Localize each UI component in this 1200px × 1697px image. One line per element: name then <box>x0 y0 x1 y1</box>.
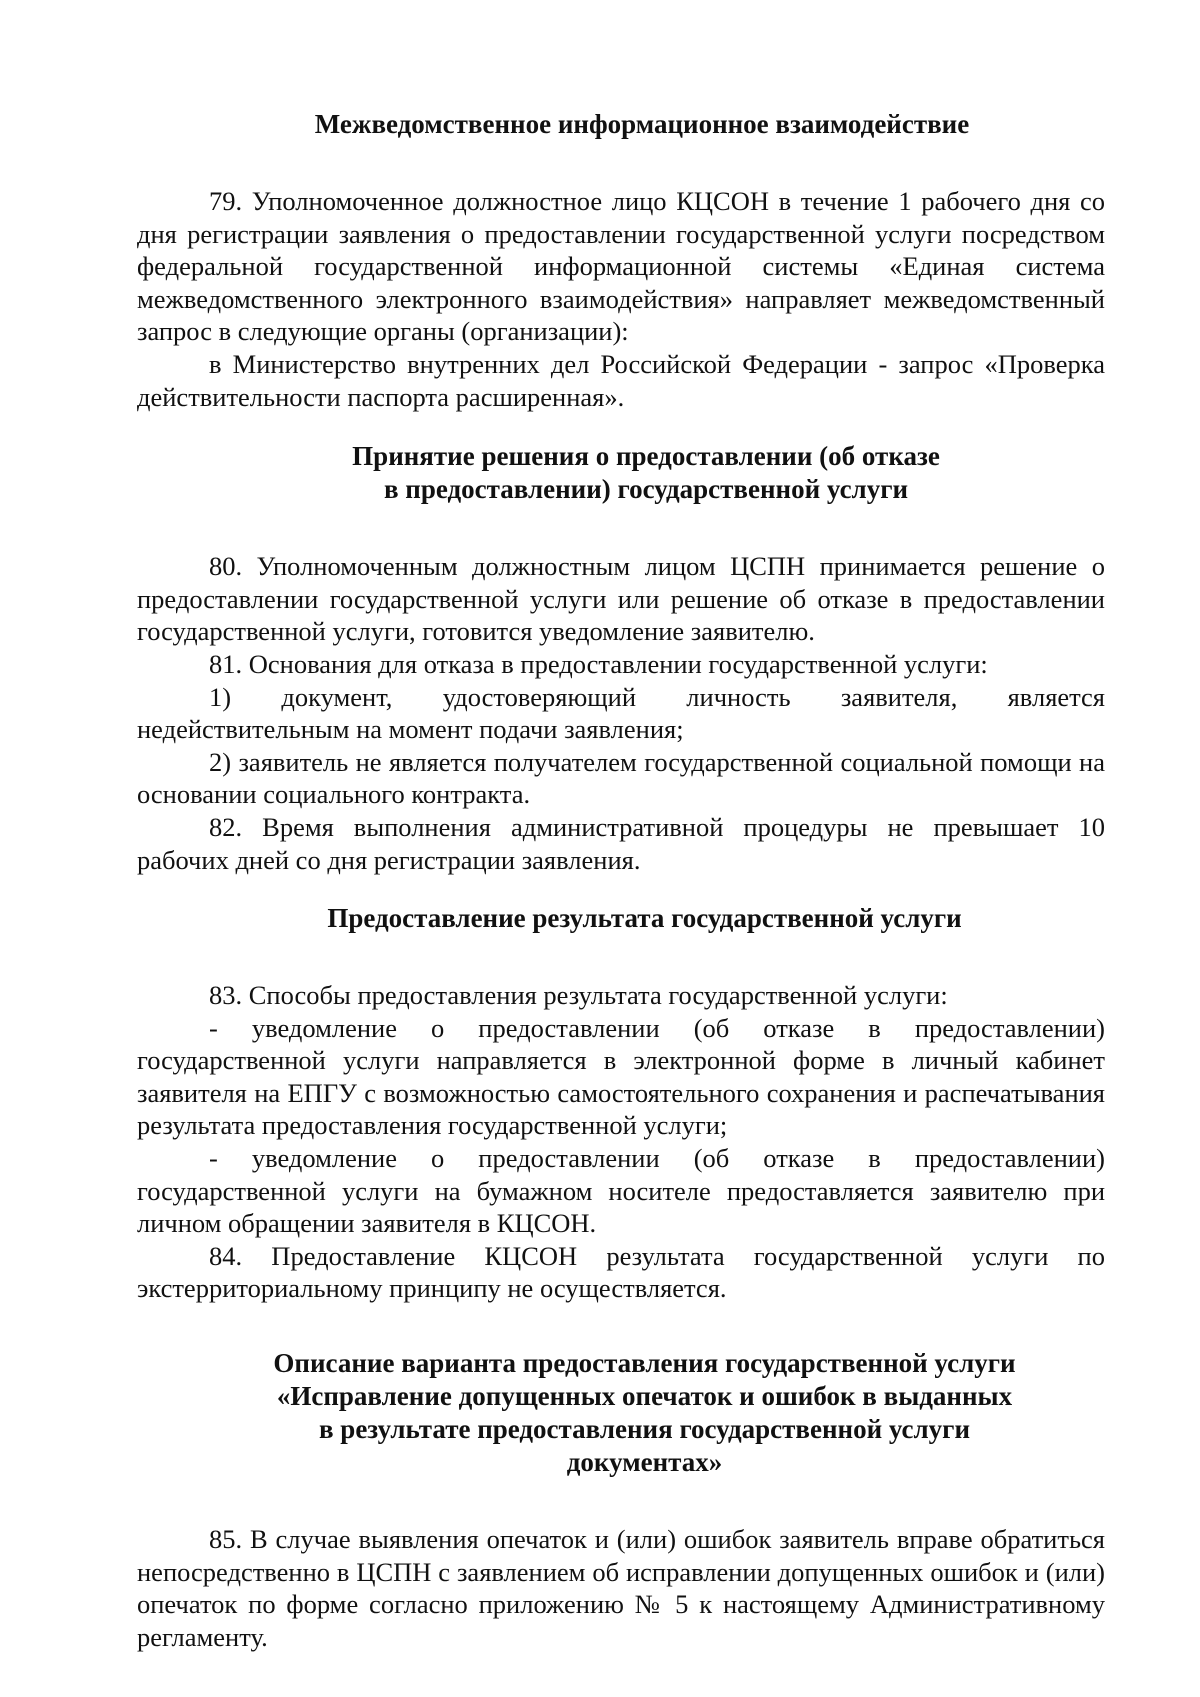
section-heading-decision <box>137 440 1105 506</box>
paragraph-83-item-1: - уведомление о предоставлении (об отказе в предоставлении) государственной услуги направляется в электронной форме в личный кабинет заявителя на ЕПГУ с возможностью самостоятельного сохранения и распечатывания результата предоставления государственной услуги; <box>137 1012 1105 1141</box>
heading-line: документах» <box>566 1447 723 1478</box>
heading-line: «Исправление допущенных опечаток и ошибок в выданных <box>276 1381 1013 1412</box>
paragraph-81: 81. Основания для отказа в предоставлении государственной услуги: <box>209 648 988 679</box>
paragraph-83-item-2: - уведомление о предоставлении (об отказе в предоставлении) государственной услуги на бумажном носителе предоставляется заявителю при личном обращении заявителя в КЦСОН. <box>137 1143 1105 1239</box>
heading-line: Принятие решения о предоставлении (об отказе <box>352 441 940 472</box>
heading-line: в предоставлении) государственной услуги <box>383 474 909 505</box>
section-heading-result: Предоставление результата государственной услуги <box>327 903 962 934</box>
heading-line: Описание варианта предоставления государственной услуги <box>273 1348 1016 1379</box>
paragraph-79-item: в Министерство внутренних дел Российской Федерации - запрос «Проверка действительности паспорта расширенная». <box>137 348 1105 412</box>
paragraph-81-item-2: 2) заявитель не является получателем государственной социальной помощи на основании социального контракта. <box>137 746 1105 810</box>
paragraph-80: 80. Уполномоченным должностным лицом ЦСПН принимается решение о предоставлении государственной услуги или решение об отказе в предоставлении государственной услуги, готовится уведомление заявителю. <box>137 551 1105 647</box>
document-body <box>137 108 1105 1653</box>
section-heading-interagency: Межведомственное информационное взаимодействие <box>314 109 970 139</box>
paragraph-85: 85. В случае выявления опечаток и (или) ошибок заявитель вправе обратиться непосредственно в ЦСПН с заявлением об исправлении допущенных ошибок и (или) опечаток по форме согласно приложению № 5 к настоящему Административному регламенту. <box>137 1524 1105 1652</box>
paragraph-82: 82. Время выполнения административной процедуры не превышает 10 рабочих дней со дня регистрации заявления. <box>137 811 1105 875</box>
paragraph-79: 79. Уполномоченное должностное лицо КЦСОН в течение 1 рабочего дня со дня регистрации заявления о предоставлении государственной услуги посредством федеральной государственной информационной системы «Единая система межведомственного электронного взаимодействия» направляет межведомственный запрос в следующие органы (организации): <box>137 186 1105 347</box>
section-heading-corrections <box>137 1347 1105 1479</box>
paragraph-84: 84. Предоставление КЦСОН результата государственной услуги по экстерриториальному принципу не осуществляется. <box>137 1240 1105 1304</box>
paragraph-81-item-1: 1) документ, удостоверяющий личность заявителя, является недействительным на момент подачи заявления; <box>137 681 1105 745</box>
paragraph-83: 83. Способы предоставления результата государственной услуги: <box>209 980 948 1011</box>
heading-line: в результате предоставления государственной услуги <box>318 1414 971 1445</box>
